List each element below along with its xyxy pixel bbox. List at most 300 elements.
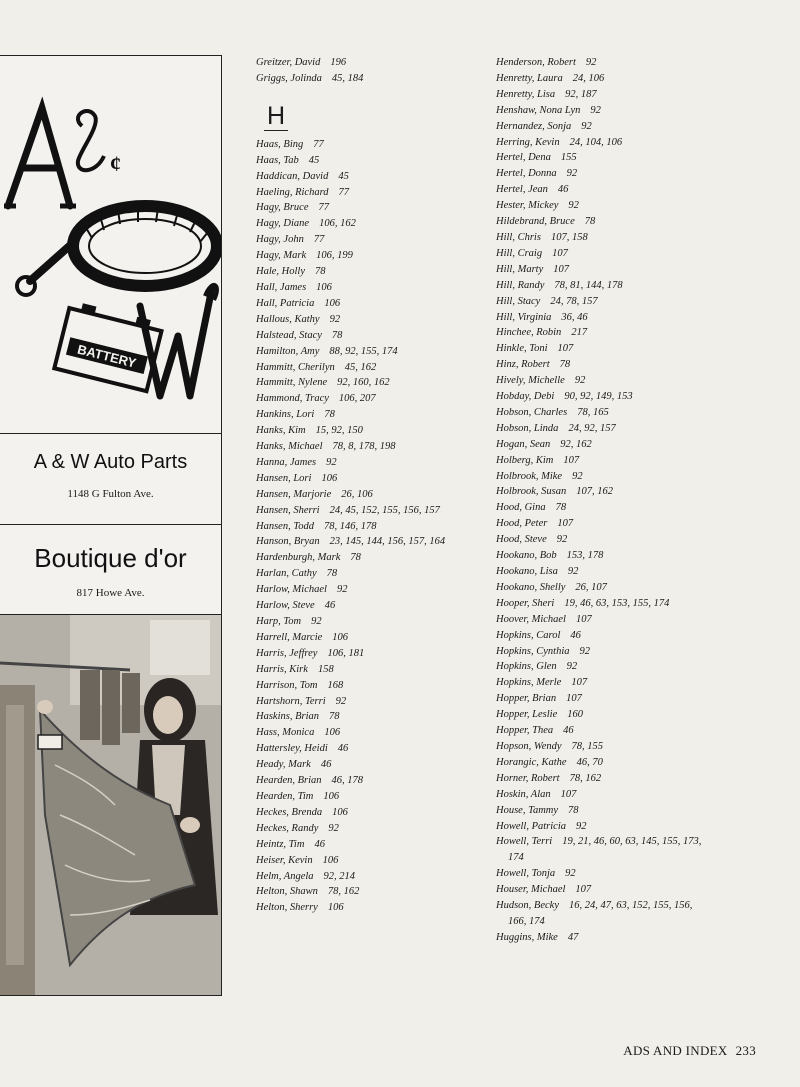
entry-name: Hopkins, Carol (496, 629, 561, 641)
boutique-dor-ad (0, 524, 222, 616)
entry-name: Hearden, Brian (256, 775, 322, 787)
entry-pages: 78 (555, 502, 567, 514)
index-entry (496, 246, 706, 262)
index-entry (496, 103, 706, 119)
entry-pages: 92 (579, 645, 590, 657)
entry-name: Hill, Craig (496, 247, 543, 259)
entry-pages: 107 (552, 247, 568, 259)
index-entry (256, 391, 488, 407)
entry-pages: 107 (571, 677, 588, 689)
entry-name: Hammitt, Cherilyn (256, 361, 335, 373)
entry-name: Hopper, Leslie (496, 709, 558, 721)
entry-pages: 78, 146, 178 (323, 520, 377, 532)
index-entry (496, 135, 706, 151)
index-entry (496, 119, 706, 135)
index-entry (256, 360, 488, 376)
svg-text:¢: ¢ (110, 151, 121, 176)
entry-pages: 45, 184 (331, 72, 364, 84)
entry-pages: 106 (327, 902, 344, 914)
index-entry (256, 439, 488, 455)
entry-pages: 16, 24, 47, 63, 152, 155, 156, 166, 174 (508, 900, 693, 927)
index-entry (256, 55, 488, 71)
entry-name: Hively, Michelle (496, 375, 565, 387)
index-entry (256, 821, 488, 837)
index-entry (256, 153, 488, 169)
entry-pages: 24, 92, 157 (568, 422, 616, 434)
entry-pages: 78 (315, 266, 326, 278)
boutique-dor-name: Boutique d'or (34, 543, 187, 573)
index-entry (256, 137, 488, 153)
entry-pages: 46, 70 (576, 756, 603, 768)
index-entry (496, 278, 706, 294)
entry-name: Greitzer, David (256, 57, 321, 68)
entry-name: Hanks, Michael (256, 441, 323, 453)
index-entry (256, 519, 488, 535)
entry-name: Hammond, Tracy (256, 393, 329, 405)
entry-pages: 77 (338, 186, 350, 198)
entry-name: Henderson, Robert (496, 57, 576, 68)
entry-name: Hearden, Tim (256, 790, 314, 802)
boutique-photo (0, 614, 222, 996)
entry-name: Hass, Monica (256, 727, 315, 739)
index-entry (256, 185, 488, 201)
entry-pages: 46 (324, 600, 336, 612)
entry-name: Hagy, Bruce (256, 202, 309, 214)
entry-name: Huggins, Mike (496, 931, 558, 943)
index-entry (256, 630, 488, 646)
entry-name: Hall, Patricia (256, 297, 315, 309)
index-entry (256, 71, 488, 87)
entry-pages: 26, 106 (341, 488, 373, 500)
battery-label: BATTERY (75, 341, 138, 371)
entry-pages: 106 (322, 854, 339, 866)
entry-name: Hooper, Sheri (496, 597, 555, 609)
entry-name: Hansen, Sherri (256, 504, 320, 516)
index-entry (496, 755, 706, 771)
index-entry (496, 198, 706, 214)
index-entry (256, 805, 488, 821)
index-entry (496, 182, 706, 198)
entry-pages: 46 (320, 759, 332, 771)
index-entry (496, 55, 706, 71)
index-letter-heading: H (264, 102, 288, 131)
entry-pages: 92, 162 (560, 438, 592, 450)
index-entry (496, 437, 706, 453)
entry-name: Howell, Patricia (496, 820, 566, 832)
aw-logo-illustration (0, 56, 221, 434)
entry-name: Heiser, Kevin (256, 854, 313, 866)
entry-pages: 24, 106 (572, 72, 605, 84)
entry-pages: 24, 78, 157 (550, 295, 598, 307)
entry-name: Heckes, Brenda (256, 806, 323, 818)
index-entry (256, 296, 488, 312)
entry-name: Holbrook, Susan (496, 486, 567, 498)
aw-auto-parts-address: 1148 G Fulton Ave. (67, 488, 154, 500)
entry-name: Hammitt, Nylene (256, 377, 328, 389)
entry-pages: 92, 187 (565, 88, 597, 100)
entry-name: Hester, Mickey (496, 200, 559, 212)
entry-name: Harlan, Cathy (256, 568, 317, 580)
entry-pages: 92 (567, 566, 579, 577)
entry-name: Haeling, Richard (256, 186, 329, 198)
entry-pages: 92 (574, 375, 586, 387)
entry-pages: 88, 92, 155, 174 (329, 345, 398, 357)
entry-pages: 92 (336, 584, 348, 596)
aw-logo-ad (0, 55, 222, 435)
entry-pages: 24, 104, 106 (569, 136, 623, 148)
entry-name: Haas, Tab (256, 154, 299, 166)
index-column-2 (496, 55, 706, 946)
boutique-photo-illustration (0, 615, 221, 995)
entry-pages: 46 (314, 838, 325, 850)
entry-name: Hopper, Brian (496, 693, 557, 705)
entry-name: Hill, Randy (496, 279, 545, 291)
entry-pages: 78, 8, 178, 198 (332, 441, 396, 453)
index-entry (496, 357, 706, 373)
page-number: 233 (735, 1043, 756, 1058)
entry-name: Hansen, Lori (256, 472, 312, 484)
index-entry (496, 723, 706, 739)
entry-pages: 92 (329, 313, 341, 325)
index-entry (496, 691, 706, 707)
entry-pages: 46 (570, 629, 581, 641)
index-entry (496, 803, 706, 819)
index-entry (496, 469, 706, 485)
index-entry (496, 739, 706, 755)
index-entry (256, 407, 488, 423)
index-entry (496, 659, 706, 675)
entry-pages: 107 (575, 613, 592, 625)
entry-pages: 92 (328, 822, 339, 834)
index-entry (256, 455, 488, 471)
ad-column (0, 55, 223, 994)
entry-pages: 106 (332, 631, 349, 643)
index-entry (256, 709, 488, 725)
index-entry (496, 262, 706, 278)
index-entry (256, 900, 488, 916)
index-entry (496, 771, 706, 787)
entry-name: Hagy, John (256, 234, 304, 246)
footer-section-title: ADS AND INDEX (623, 1043, 728, 1058)
entry-name: Hanna, James (256, 456, 317, 468)
entry-pages: 19, 46, 63, 153, 155, 174 (564, 597, 670, 609)
entry-pages: 107 (553, 263, 569, 275)
entry-name: Harp, Tom (256, 616, 302, 627)
index-entry (256, 312, 488, 328)
entry-name: Hopkins, Cynthia (496, 645, 570, 657)
entry-name: Hamilton, Amy (256, 345, 320, 357)
entry-name: Holbrook, Mike (496, 470, 563, 482)
entry-pages: 107 (566, 693, 582, 705)
entry-name: Harlow, Michael (256, 584, 327, 596)
entry-pages: 78 (324, 409, 335, 421)
index-entry (496, 834, 706, 866)
entry-pages: 92 (565, 868, 576, 880)
entry-name: Hattersley, Heidi (256, 743, 328, 755)
entry-pages: 107 (557, 518, 574, 530)
index-entry (256, 837, 488, 853)
index-entry (496, 612, 706, 628)
entry-pages: 78 (559, 359, 571, 371)
aw-auto-parts-ad (0, 433, 222, 526)
entry-name: Hertel, Donna (496, 168, 557, 180)
index-entry (496, 71, 706, 87)
index-entry (256, 646, 488, 662)
entry-name: Hall, James (256, 281, 307, 293)
entry-name: Helton, Sherry (256, 902, 318, 914)
index-entry (496, 500, 706, 516)
entry-pages: 46 (557, 184, 569, 196)
entry-name: Hobday, Debi (496, 391, 555, 403)
index-entry (496, 707, 706, 723)
entry-name: Hallous, Kathy (256, 313, 320, 325)
entry-name: Heckes, Randy (256, 822, 319, 834)
index-entry (256, 789, 488, 805)
entry-pages: 92 (590, 104, 601, 116)
entry-name: Hill, Stacy (496, 295, 541, 307)
entry-name: Haas, Bing (256, 138, 304, 150)
entry-name: Hill, Marty (496, 263, 544, 275)
entry-name: Henshaw, Nona Lyn (496, 104, 581, 116)
entry-name: Hinchee, Robin (496, 327, 562, 339)
entry-name: Harrell, Marcie (256, 631, 323, 643)
entry-pages: 78 (350, 552, 361, 564)
page-footer (623, 1043, 756, 1059)
entry-name: Hansen, Marjorie (256, 488, 332, 500)
index-entry (256, 375, 488, 391)
entry-pages: 78, 155 (571, 740, 604, 752)
entry-name: Howell, Tonja (496, 868, 556, 880)
index-entry (256, 678, 488, 694)
entry-pages: 92, 160, 162 (337, 377, 390, 389)
index-entry (256, 216, 488, 232)
entry-pages: 106, 162 (319, 218, 356, 230)
index-entry (496, 389, 706, 405)
index-entry (256, 582, 488, 598)
entry-pages: 107, 162 (576, 486, 613, 498)
index-entry (496, 294, 706, 310)
entry-name: Hoover, Michael (496, 613, 566, 625)
entry-name: Henretty, Lisa (496, 88, 556, 100)
entry-name: Hansen, Todd (256, 520, 314, 532)
entry-pages: 90, 92, 149, 153 (564, 391, 633, 403)
entry-name: Horner, Robert (496, 772, 560, 784)
index-entry (256, 534, 488, 550)
entry-pages: 77 (313, 138, 324, 150)
index-entry (256, 264, 488, 280)
entry-name: Hood, Gina (496, 502, 546, 514)
entry-name: Hardenburgh, Mark (256, 552, 341, 564)
index-entry (496, 87, 706, 103)
entry-pages: 24, 45, 152, 155, 156, 157 (329, 504, 440, 516)
entry-name: Hobson, Linda (496, 422, 559, 434)
entry-pages: 78, 81, 144, 178 (554, 279, 623, 291)
entry-pages: 45 (308, 154, 320, 166)
entry-pages: 46 (337, 743, 349, 755)
index-entry (256, 200, 488, 216)
entry-name: Hogan, Sean (496, 438, 551, 450)
entry-pages: 78 (329, 711, 340, 723)
entry-name: Holberg, Kim (496, 454, 554, 466)
entry-name: Hanks, Kim (256, 425, 306, 437)
entry-name: Hankins, Lori (256, 409, 315, 421)
entry-pages: 78 (331, 329, 343, 341)
entry-name: Hopper, Thea (496, 725, 554, 737)
index-entry (256, 503, 488, 519)
index-entry (256, 423, 488, 439)
entry-name: Hartshorn, Terri (256, 695, 326, 707)
index-column-1 (256, 55, 488, 916)
entry-name: Henretty, Laura (496, 72, 563, 84)
index-entry (496, 532, 706, 548)
entry-pages: 92 (311, 616, 322, 627)
entry-pages: 45 (338, 170, 349, 182)
index-entry (496, 930, 706, 946)
index-entry (496, 453, 706, 469)
entry-pages: 46 (563, 725, 574, 737)
aw-auto-parts-name: A & W Auto Parts (33, 451, 188, 473)
entry-name: Helm, Angela (256, 870, 314, 882)
entry-pages: 92 (585, 57, 597, 68)
index-entry (256, 598, 488, 614)
index-entry (256, 725, 488, 741)
index-entry (256, 328, 488, 344)
entry-name: Hill, Chris (496, 231, 541, 243)
entry-name: Harris, Jeffrey (256, 647, 318, 659)
entry-name: Hertel, Dena (496, 152, 551, 164)
index-entry (256, 169, 488, 185)
entry-pages: 92 (581, 120, 592, 132)
index-entry (256, 232, 488, 248)
entry-name: Heady, Mark (256, 759, 311, 771)
entry-name: Helton, Shawn (256, 886, 318, 898)
index-entry (256, 566, 488, 582)
entry-pages: 92 (566, 661, 578, 673)
index-entry (256, 614, 488, 630)
entry-pages: 77 (313, 234, 325, 246)
index-entry (256, 471, 488, 487)
entry-name: Harris, Kirk (256, 663, 308, 675)
entry-name: Haddican, David (256, 170, 329, 182)
entry-pages: 107 (557, 343, 574, 355)
entry-pages: 107, 158 (550, 231, 588, 243)
entry-name: Hildebrand, Bruce (496, 216, 575, 228)
index-entry (256, 280, 488, 296)
entry-pages: 78 (568, 804, 579, 816)
entry-pages: 78 (584, 216, 596, 228)
index-entry (496, 866, 706, 882)
entry-name: Hood, Peter (496, 518, 548, 530)
entry-name: Halstead, Stacy (256, 329, 322, 341)
entry-name: Haskins, Brian (256, 711, 319, 723)
entry-pages: 92 (335, 695, 347, 707)
entry-name: Hobson, Charles (496, 406, 568, 418)
entry-pages: 106 (324, 727, 341, 739)
entry-name: Hanson, Bryan (256, 536, 320, 548)
entry-pages: 23, 145, 144, 156, 157, 164 (329, 536, 446, 548)
entry-pages: 153, 178 (566, 550, 604, 562)
entry-pages: 45, 162 (344, 361, 377, 373)
index-entry (496, 373, 706, 389)
entry-pages: 47 (567, 931, 579, 943)
entry-name: Hopkins, Merle (496, 677, 562, 689)
index-entry (256, 662, 488, 678)
index-entries (256, 137, 488, 916)
entry-name: Hale, Holly (256, 266, 305, 278)
entry-pages: 92 (556, 534, 568, 546)
entry-pages: 160 (567, 709, 583, 721)
entry-name: Hinkle, Toni (496, 343, 548, 355)
index-entry (496, 596, 706, 612)
index-entry (496, 644, 706, 660)
entry-name: Hookano, Bob (496, 550, 557, 562)
entry-name: Hood, Steve (496, 534, 547, 546)
entry-pages: 92 (576, 820, 587, 832)
entry-pages: 107 (560, 788, 577, 800)
entry-name: Hookano, Shelly (496, 581, 566, 593)
entry-pages: 106 (332, 806, 348, 818)
index-entry (496, 548, 706, 564)
index-entry (496, 787, 706, 803)
boutique-dor-address: 817 Howe Ave. (76, 587, 145, 599)
entry-pages: 78, 162 (569, 772, 602, 784)
entry-pages: 92 (566, 168, 578, 180)
entry-name: Houser, Michael (496, 884, 566, 896)
index-entry (496, 675, 706, 691)
index-entry (496, 421, 706, 437)
entry-pages: 106 (316, 281, 332, 293)
entry-pages: 92 (326, 456, 337, 468)
index-entry (496, 214, 706, 230)
entry-pages: 106, 199 (316, 250, 353, 262)
entry-pages: 78 (326, 568, 338, 580)
entry-name: Hagy, Diane (256, 218, 310, 230)
entry-name: Griggs, Jolinda (256, 72, 322, 84)
index-entry (256, 248, 488, 264)
index-entry (496, 564, 706, 580)
entry-name: Heintz, Tim (256, 838, 305, 850)
entry-pages: 46, 178 (331, 775, 364, 787)
index-entry (496, 325, 706, 341)
index-entry (496, 516, 706, 532)
index-entry (256, 344, 488, 360)
entry-pages: 155 (560, 152, 577, 164)
entry-pages: 78, 162 (327, 886, 360, 898)
index-entry (496, 166, 706, 182)
index-entry (496, 150, 706, 166)
entry-pages: 168 (327, 679, 344, 691)
entry-pages: 92, 214 (323, 870, 356, 882)
entry-name: Hoskin, Alan (496, 788, 551, 800)
entry-pages: 36, 46 (561, 311, 588, 323)
entry-name: House, Tammy (496, 804, 559, 816)
entry-name: Hookano, Lisa (496, 566, 558, 577)
entry-name: Harlow, Steve (256, 600, 315, 612)
index-entry (256, 869, 488, 885)
entry-pages: 77 (318, 202, 329, 214)
index-entry (496, 341, 706, 357)
entry-name: Howell, Terri (496, 836, 553, 848)
entry-pages: 107 (563, 454, 580, 466)
entry-name: Hopson, Wendy (496, 740, 562, 752)
index-entry (496, 405, 706, 421)
entry-pages: 158 (317, 663, 334, 675)
index-entry (256, 550, 488, 566)
index-entry (496, 882, 706, 898)
entry-pages: 106, 207 (338, 393, 376, 405)
index-continued-entries (256, 55, 488, 87)
index-entry (256, 694, 488, 710)
